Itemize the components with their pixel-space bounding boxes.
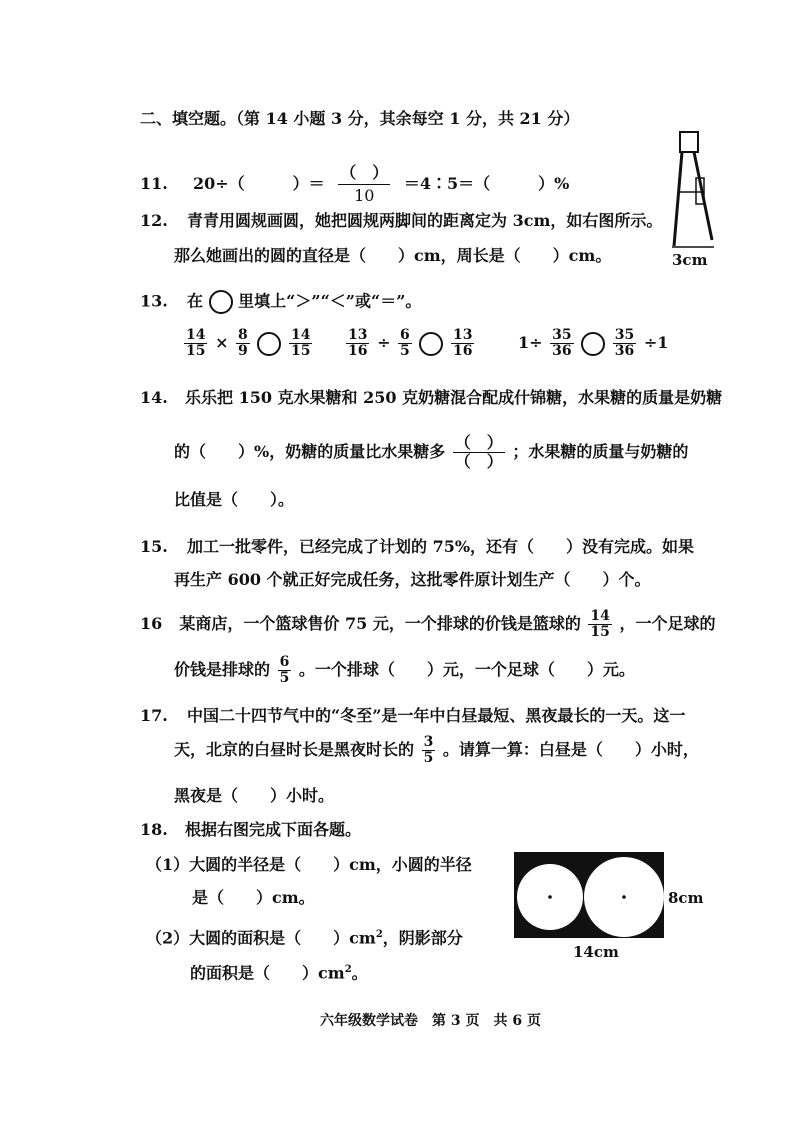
fraction-numerator: 35 bbox=[614, 327, 635, 343]
fraction bbox=[184, 328, 207, 359]
q17-text-b: 。请算一算：白昼是（ ）小时， bbox=[442, 740, 699, 759]
q12-text: 青青用圆规画圆，她把圆规两脚间的距离定为 3cm，如右图所示。 bbox=[187, 211, 663, 230]
fraction-denominator: 5 bbox=[279, 670, 290, 686]
question-number: 14. bbox=[140, 388, 168, 407]
operator: ÷ bbox=[377, 333, 391, 352]
circles-figure bbox=[514, 852, 664, 938]
q13-expression-2 bbox=[344, 325, 476, 361]
fraction-denominator: 9 bbox=[238, 343, 248, 359]
q13-intro-a: 在 bbox=[187, 291, 204, 311]
question-16-line1 bbox=[140, 606, 716, 642]
q14-text: 乐乐把 150 克水果糖和 250 克奶糖混合配成什锦糖，水果糖的质量是奶糖 bbox=[185, 388, 723, 407]
page-footer: 六年级数学试卷 第 3 页 共 6 页 bbox=[320, 1013, 541, 1029]
fraction bbox=[613, 328, 636, 359]
fraction-denominator: 15 bbox=[290, 343, 311, 359]
question-14-line2 bbox=[174, 432, 688, 472]
q11-part2: ＝4∶5＝（ ）% bbox=[403, 174, 570, 193]
fraction-numerator: （ ） bbox=[454, 433, 503, 452]
q16-text-b: ，一个足球的 bbox=[619, 614, 716, 633]
fraction-numerator: 8 bbox=[238, 327, 248, 343]
q18-sub2-tail: ，阴影部分 bbox=[382, 928, 463, 948]
q18-sub2-text: （2）大圆的面积是（ ）cm bbox=[146, 928, 376, 948]
fraction-numerator: 13 bbox=[348, 327, 368, 343]
fraction-numerator: 3 bbox=[423, 734, 434, 750]
fraction-denominator: 36 bbox=[552, 343, 572, 359]
expression-prefix: 1÷ bbox=[518, 333, 543, 352]
q13-intro-b: 里填上“＞”“＜”或“＝”。 bbox=[238, 291, 422, 311]
fraction bbox=[588, 609, 611, 640]
figure-width-label: 14cm bbox=[573, 943, 619, 961]
question-number: 12. bbox=[140, 211, 168, 230]
q14-text-a: 的（ ）%，奶糖的质量比水果糖多 bbox=[174, 442, 446, 461]
q13-expression-3 bbox=[518, 325, 668, 361]
question-15-line1 bbox=[140, 537, 694, 557]
fraction bbox=[278, 655, 292, 686]
superscript: 2 bbox=[344, 964, 352, 975]
q18-sub1-line1: （1）大圆的半径是（ ）cm，小圆的半径 bbox=[146, 855, 472, 874]
q16-text-c: 价钱是排球的 bbox=[174, 660, 271, 679]
q17-text: 中国二十四节气中的“冬至”是一年中白昼最短、黑夜最长的一天。这一 bbox=[187, 706, 686, 725]
q18-sub1-line2: 是（ ）cm。 bbox=[192, 888, 315, 907]
small-circle-center bbox=[548, 895, 552, 899]
fraction-numerator: 6 bbox=[279, 654, 290, 670]
fraction bbox=[422, 735, 436, 766]
operator: × bbox=[215, 333, 229, 352]
fraction-denominator: 5 bbox=[423, 750, 434, 766]
q16-text-d: 。一个排球（ ）元，一个足球（ ）元。 bbox=[298, 660, 635, 679]
fraction-denominator: 16 bbox=[452, 343, 473, 359]
question-11 bbox=[140, 162, 569, 207]
fraction bbox=[346, 328, 369, 359]
fraction-denominator: （ ） bbox=[454, 452, 503, 471]
q18-text: 根据右图完成下面各题。 bbox=[185, 820, 362, 839]
question-number: 11. bbox=[140, 174, 168, 193]
compass-distance-label: 3cm bbox=[672, 251, 708, 269]
fraction bbox=[451, 328, 474, 359]
fraction-numerator: 13 bbox=[452, 327, 473, 343]
question-number: 15. bbox=[140, 537, 168, 556]
q18-sub2-text-b: 的面积是（ ）cm bbox=[190, 963, 345, 983]
answer-circle[interactable] bbox=[257, 332, 281, 356]
question-17-line1 bbox=[140, 706, 685, 726]
compare-circle-icon bbox=[209, 290, 233, 314]
question-17-line3: 黑夜是（ ）小时。 bbox=[174, 786, 335, 805]
question-14-line1 bbox=[140, 388, 722, 408]
fraction-denominator: 10 bbox=[338, 184, 390, 207]
q11-part1: 20÷（ ）＝ bbox=[193, 174, 325, 193]
question-13-intro bbox=[140, 290, 421, 314]
fraction-denominator: 5 bbox=[400, 343, 410, 359]
circles-diagram bbox=[514, 852, 664, 938]
question-15-line2: 再生产 600 个就正好完成任务，这批零件原计划生产（ ）个。 bbox=[174, 570, 651, 589]
fraction-denominator: 15 bbox=[590, 624, 610, 640]
fraction bbox=[236, 328, 250, 359]
answer-circle[interactable] bbox=[419, 332, 443, 356]
fraction-denominator: 36 bbox=[614, 343, 635, 359]
fraction bbox=[289, 328, 312, 359]
figure-height-label: 8cm bbox=[668, 889, 704, 907]
question-number: 13. bbox=[140, 291, 168, 311]
question-14-line3: 比值是（ ）。 bbox=[174, 490, 295, 509]
question-number: 17. bbox=[140, 706, 168, 725]
superscript: 2 bbox=[375, 929, 383, 940]
q13-expression-1 bbox=[182, 325, 314, 361]
expression-suffix: ÷1 bbox=[643, 333, 669, 352]
question-18-title bbox=[140, 820, 361, 840]
question-12-line2: 那么她画出的圆的直径是（ ）cm，周长是（ ）cm。 bbox=[174, 246, 612, 265]
fraction-denominator: 16 bbox=[348, 343, 368, 359]
fraction bbox=[550, 328, 573, 359]
question-number: 18. bbox=[140, 820, 168, 839]
q18-sub2-tail-b: 。 bbox=[351, 963, 368, 983]
fraction bbox=[398, 328, 412, 359]
q16-text-a: 某商店，一个篮球售价 75 元，一个排球的价钱是篮球的 bbox=[179, 614, 581, 633]
fraction-numerator: 14 bbox=[186, 327, 206, 343]
question-17-line2 bbox=[174, 732, 699, 768]
question-12-line1 bbox=[140, 211, 662, 231]
fraction-numerator: 6 bbox=[400, 327, 410, 343]
q15-text: 加工一批零件，已经完成了计划的 75%，还有（ ）没有完成。如果 bbox=[187, 537, 695, 556]
section-title: 二、填空题。（第 14 小题 3 分，其余每空 1 分，共 21 分） bbox=[140, 109, 580, 128]
q14-fraction-blank bbox=[453, 434, 505, 471]
question-16-line2 bbox=[174, 652, 635, 688]
question-number: 16 bbox=[140, 614, 163, 633]
large-circle-center bbox=[622, 895, 626, 899]
compass-icon bbox=[666, 130, 722, 252]
q18-sub2-line1 bbox=[146, 925, 463, 948]
q14-text-b: ；水果糖的质量与奶糖的 bbox=[512, 442, 689, 461]
answer-circle[interactable] bbox=[581, 332, 605, 356]
fraction-numerator: 14 bbox=[590, 608, 610, 624]
compass-figure bbox=[666, 130, 722, 252]
fraction-numerator: 35 bbox=[552, 327, 572, 343]
q17-text-a: 天，北京的白昼时长是黑夜时长的 bbox=[174, 740, 415, 759]
fraction-numerator: （ ） bbox=[340, 163, 389, 182]
fraction-denominator: 15 bbox=[186, 343, 206, 359]
q11-fraction bbox=[338, 162, 390, 207]
fraction-numerator: 14 bbox=[290, 327, 311, 343]
q18-sub2-line2 bbox=[190, 960, 368, 983]
